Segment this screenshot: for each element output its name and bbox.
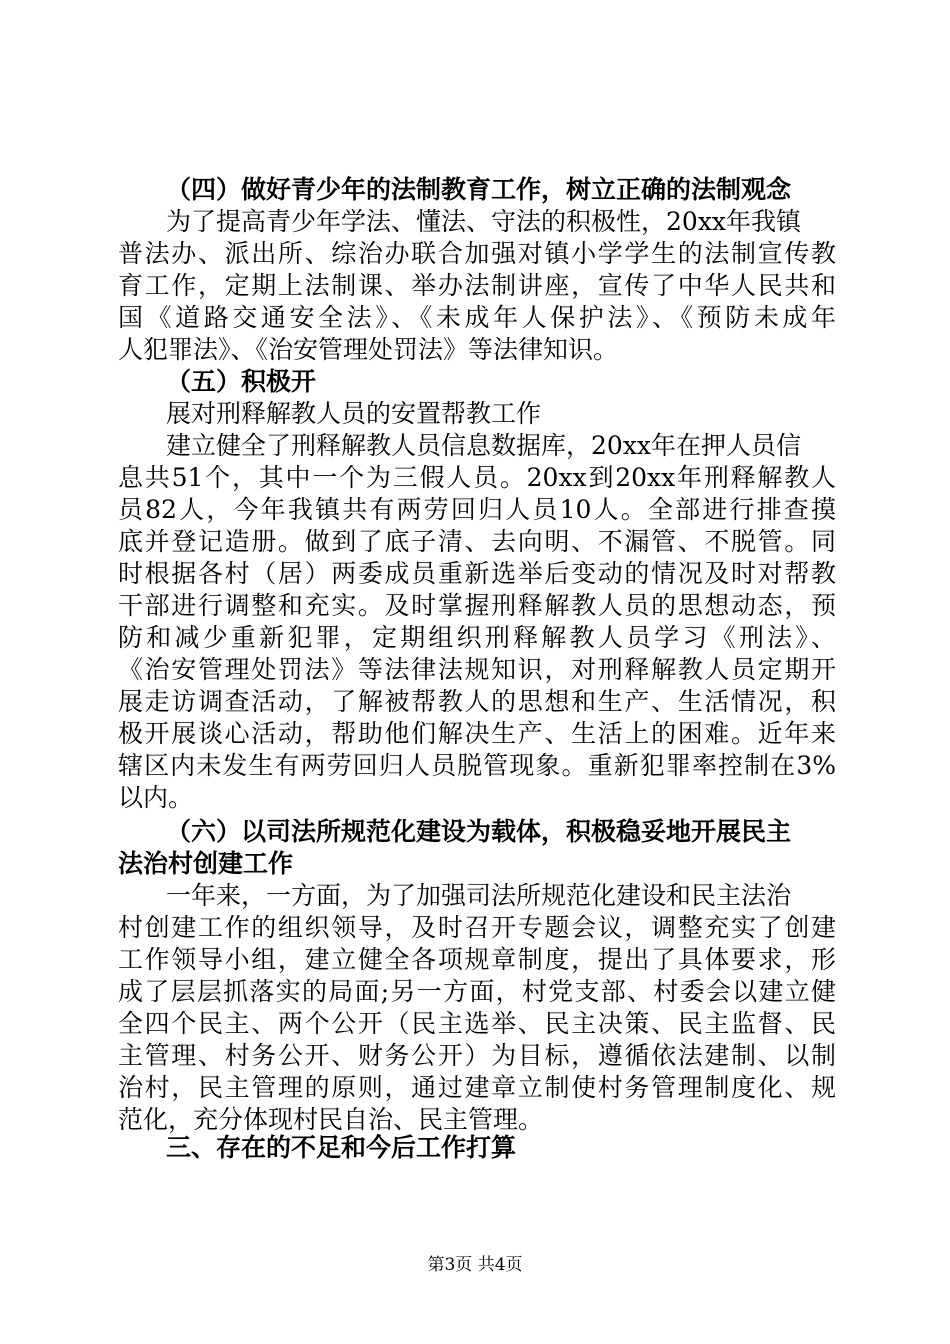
paragraph-line: 成了层层抓落实的局面;另一方面，村党支部、村委会以建立健 — [118, 977, 836, 1006]
paragraph-line: 干部进行调整和充实。及时掌握刑释解教人员的思想动态，预 — [118, 591, 836, 620]
paragraph-line: 建立健全了刑释解教人员信息数据库，20xx年在押人员信 — [166, 431, 802, 460]
paragraph-line: 主管理、村务公开、财务公开）为目标，遵循依法建制、以制 — [118, 1041, 836, 1070]
paragraph-line: 防和减少重新犯罪，定期组织刑释解教人员学习《刑法》、 — [118, 623, 836, 652]
paragraph-line: 展走访调查活动，了解被帮教人的思想和生产、生活情况，积 — [118, 687, 836, 716]
section-heading-5-continuation: 展对刑释解教人员的安置帮教工作 — [166, 399, 542, 428]
page-number-footer: 第3页 共4页 — [427, 1255, 523, 1275]
paragraph-line: 村创建工作的组织领导，及时召开专题会议，调整充实了创建 — [118, 913, 836, 942]
paragraph-line: 以内。 — [118, 783, 194, 812]
paragraph-line: 范化，充分体现村民自治、民主管理。 — [118, 1105, 544, 1134]
section-heading-6: 法治村创建工作 — [118, 849, 294, 878]
paragraph-line: 育工作，定期上法制课、举办法制讲座，宣传了中华人民共和 — [118, 271, 836, 300]
paragraph-line: 人犯罪法》、《治安管理处罚法》等法律知识。 — [118, 335, 619, 364]
section-heading-5: （五）积极开 — [166, 367, 317, 396]
paragraph-line: 极开展谈心活动，帮助他们解决生产、生活上的困难。近年来 — [118, 719, 836, 748]
section-heading-6: （六）以司法所规范化建设为载体，积极稳妥地开展民主 — [166, 817, 792, 846]
paragraph-line: 一年来，一方面，为了加强司法所规范化建设和民主法治 — [166, 881, 792, 910]
paragraph-line: 为了提高青少年学法、懂法、守法的积极性，20xx年我镇 — [166, 207, 802, 236]
paragraph-line: 员82人，今年我镇共有两劳回归人员10人。全部进行排查摸 — [118, 495, 836, 524]
paragraph-line: 《治安管理处罚法》等法律法规知识，对刑释解教人员定期开 — [118, 655, 836, 684]
paragraph-line: 辖区内未发生有两劳回归人员脱管现象。重新犯罪率控制在3% — [118, 751, 836, 780]
paragraph-line: 工作领导小组，建立健全各项规章制度，提出了具体要求，形 — [118, 945, 836, 974]
section-heading-3: 三、存在的不足和今后工作打算 — [166, 1133, 517, 1162]
paragraph-line: 时根据各村（居）两委成员重新选举后变动的情况及时对帮教 — [118, 559, 836, 588]
section-heading-4: （四）做好青少年的法制教育工作，树立正确的法制观念 — [166, 175, 792, 204]
paragraph-line: 国《道路交通安全法》、《未成年人保护法》、《预防未成年 — [118, 303, 836, 332]
paragraph-line: 治村，民主管理的原则，通过建章立制使村务管理制度化、规 — [118, 1073, 836, 1102]
paragraph-line: 普法办、派出所、综治办联合加强对镇小学学生的法制宣传教 — [118, 239, 836, 268]
paragraph-line: 底并登记造册。做到了底子清、去向明、不漏管、不脱管。同 — [118, 527, 836, 556]
paragraph-line: 息共51个，其中一个为三假人员。20xx到20xx年刑释解教人 — [118, 463, 836, 492]
paragraph-line: 全四个民主、两个公开（民主选举、民主决策、民主监督、民 — [118, 1009, 836, 1038]
